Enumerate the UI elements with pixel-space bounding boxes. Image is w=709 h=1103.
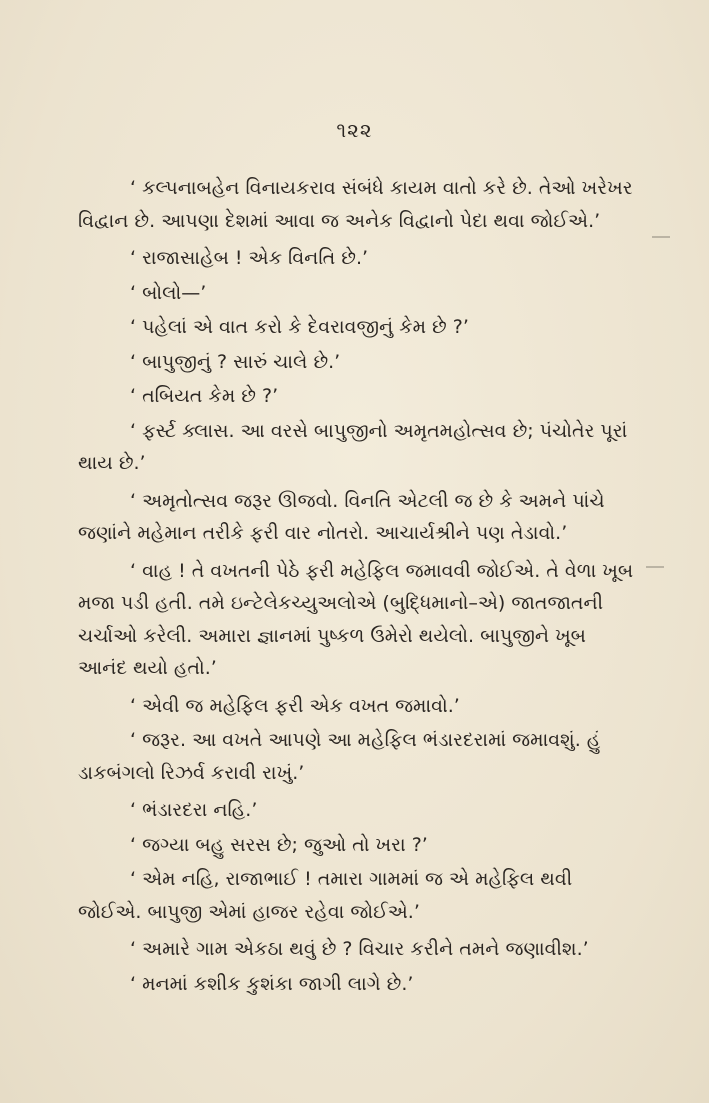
- paragraph: ‘ જરૂર. આ વખતે આપણે આ મહેફિલ ભંડારદરામાં જમાવશું. હું ડાકબંગલો રિઝર્વ કરાવી રાખું.’: [78, 729, 601, 784]
- paragraph: ‘ કલ્પનાબહેન વિનાયકરાવ સંબંધે કાયમ વાતો કરે છે. તેઓ ખરેખર વિદ્વાન છે. આપણા દેશમાં આવા જ અનેક વિદ્વાનો પેદા થવા જોઈએ.’: [78, 177, 633, 232]
- paragraph: ‘ અમૃતોત્સવ જરૂર ઊજવો. વિનતિ એટલી જ છે કે અમને પાંચે જણાંને મહેમાન તરીકે ફરી વાર નોતરો. આચાર્યશ્રીને પણ તેડાવો.’: [78, 489, 605, 544]
- paper-mark: [646, 566, 664, 568]
- paragraph: ‘ મનમાં કશીક કુશંકા જાગી લાગે છે.’: [130, 972, 414, 995]
- page-number: ૧૨૨: [336, 118, 373, 142]
- paragraph: ‘ અમારે ગામ એકઠા થવું છે ? વિચાર કરીને તમને જણાવીશ.’: [130, 938, 589, 960]
- paragraph: ‘ પહેલાં એ વાત કરો કે દેવરાવજીનું કેમ છે ?’: [130, 316, 469, 338]
- paragraph: ‘ બાપુજીનું ? સારું ચાલે છે.’: [130, 350, 341, 373]
- paragraph: ‘ બોલો—’: [130, 281, 207, 304]
- paper-mark: [652, 236, 670, 238]
- paragraph: ‘ એમ નહિ, રાજાભાઈ ! તમારા ગામમાં જ એ મહેફિલ થવી જોઈએ. બાપુજી એમાં હાજર રહેવા જોઈએ.’: [78, 868, 573, 923]
- paragraph: ‘ ભંડારદરા નહિ.’: [130, 799, 258, 821]
- paragraph: ‘ વાહ ! તે વખતની પેઠે ફરી મહેફિલ જમાવવી જોઈએ. તે વેળા ખૂબ મજા પડી હતી. તમે ઇન્ટેલેકચ્યુઅલોએ (બુદ્ધિમાનો–એ) જાતજાતની ચર્ચાઓ કરેલી. અમારા જ્ઞાનમાં પુષ્કળ ઉમેરો થયેલો. બાપુજીને ખૂબ આનંદ થયો હતો.’: [78, 559, 634, 679]
- paragraph: ‘ જગ્યા બહુ સરસ છે; જુઓ તો ખરા ?’: [130, 833, 428, 856]
- paragraph: ‘ ફર્સ્ટ ક્લાસ. આ વરસે બાપુજીનો અમૃતમહોત્સવ છે; પંચોતેર પૂરાં થાય છે.’: [78, 419, 628, 474]
- paragraph: ‘ રાજાસાહેબ ! એક વિનતિ છે.’: [130, 247, 369, 269]
- paragraph: ‘ એવી જ મહેફિલ ફરી એક વખત જમાવો.’: [130, 694, 460, 717]
- paragraph: ‘ તબિયત કેમ છે ?’: [130, 385, 279, 407]
- page-body-text: [78, 172, 638, 1002]
